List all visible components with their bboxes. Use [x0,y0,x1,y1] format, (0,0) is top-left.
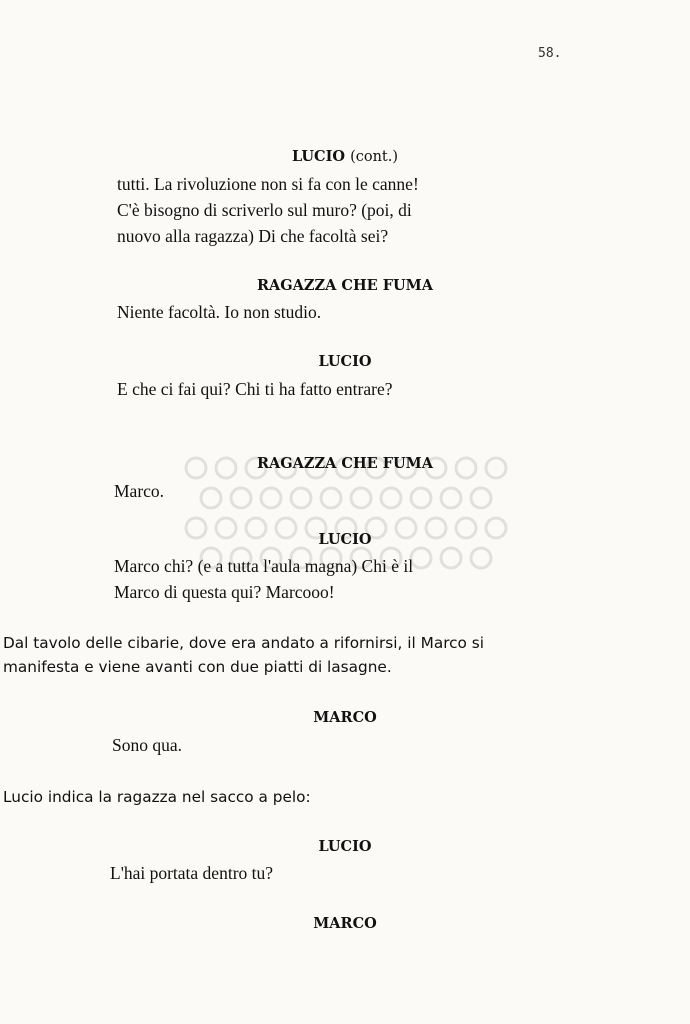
character-name: RAGAZZA CHE FUMA [257,455,433,472]
dialogue-line: Sono qua. [112,735,182,755]
character-name [0,148,690,165]
character-name: LUCIO [318,838,372,855]
dialogue-line: Marco chi? (e a tutta l'aula magna) Chi è il [114,556,414,576]
dialogue [117,376,393,402]
dialogue-line: C'è bisogno di scriverlo sul muro? (poi, di [117,200,412,220]
dialogue-line: Niente facoltà. Io non studio. [117,302,322,322]
character-name: LUCIO [318,353,372,370]
action-text [3,785,311,809]
dialogue [114,478,164,504]
action-text [3,631,484,679]
dialogue-line: E che ci fai qui? Chi ti ha fatto entrare? [117,379,393,399]
character-extension: (cont.) [350,149,399,165]
character-label: LUCIO [291,148,345,165]
dialogue-line: tutti. La rivoluzione non si fa con le canne! [117,174,419,194]
dialogue-line: Marco. [114,481,165,501]
dialogue [112,732,182,758]
action-line: Lucio indica la ragazza nel sacco a pelo: [3,788,311,806]
dialogue [114,553,413,605]
dialogue-line: nuovo alla ragazza) Di che facoltà sei? [117,226,389,246]
character-name: MARCO [313,709,377,726]
dialogue-line: Marco di questa qui? Marcooo! [114,582,335,602]
character-name: MARCO [313,915,377,932]
dialogue [117,171,419,249]
action-line: manifesta e viene avanti con due piatti di lasagne. [3,658,392,676]
dialogue [117,299,321,325]
dialogue-line: L'hai portata dentro tu? [110,863,274,883]
character-name: LUCIO [318,531,372,548]
page-number: 58. [538,46,562,61]
action-line: Dal tavolo delle cibarie, dove era andato a rifornirsi, il Marco si [3,634,484,652]
character-name: RAGAZZA CHE FUMA [257,277,433,294]
dialogue [110,860,273,886]
